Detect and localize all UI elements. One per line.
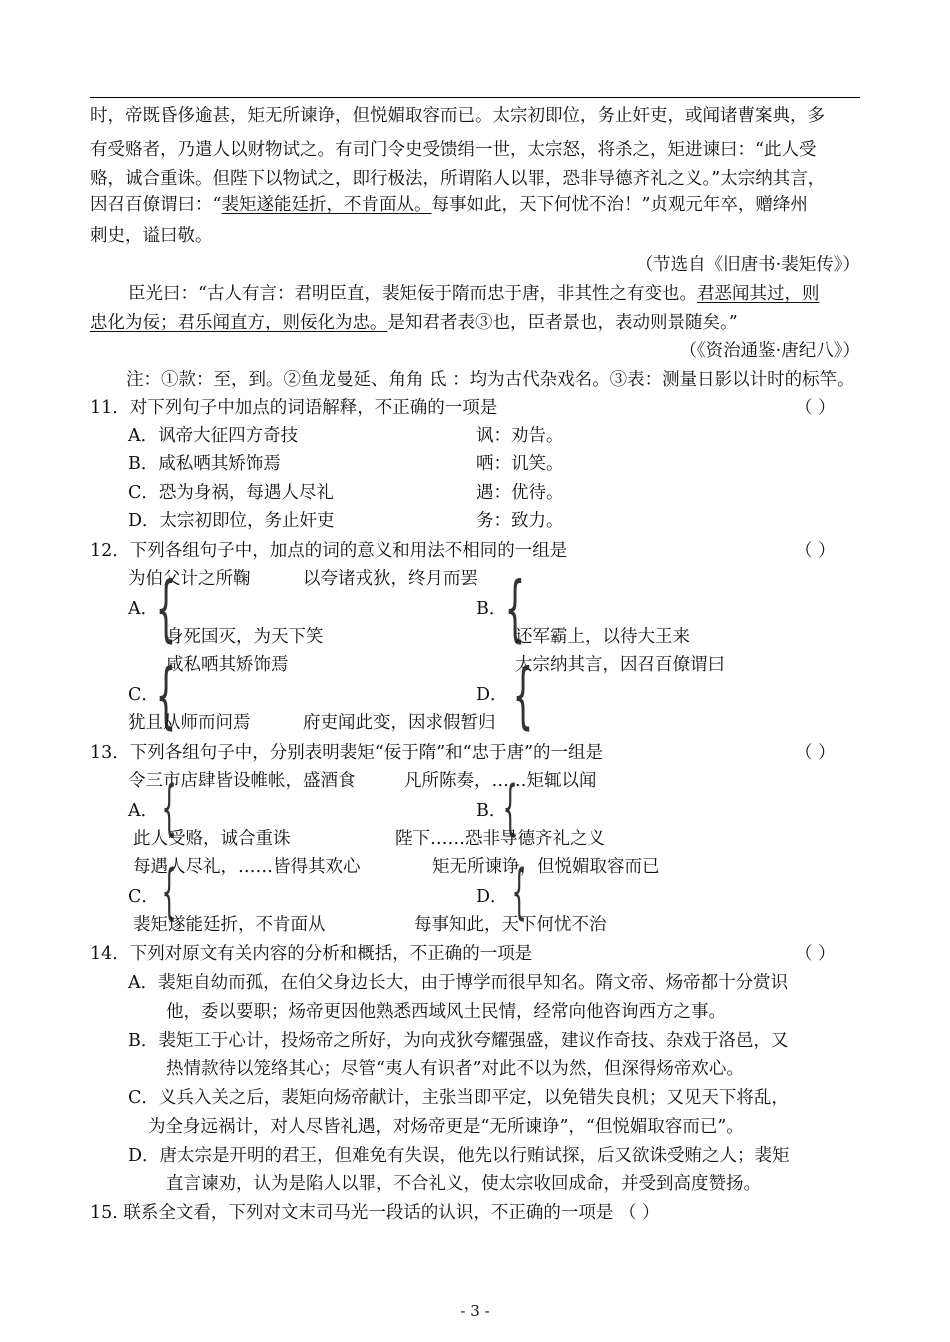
brace-icon: { <box>512 653 534 737</box>
underlined-sentence: 忠化为佞；君乐闻直方，则佞化为忠。 <box>90 313 388 333</box>
q12-label-b: B． <box>476 599 507 619</box>
q13-stem: 13．下列各组句子中，分别表明裴矩“佞于隋”和“忠于唐”的一组是 <box>90 743 604 763</box>
header-rule <box>90 97 860 98</box>
brace-icon: { <box>504 566 526 650</box>
q13-label-c: C． <box>128 887 159 907</box>
q12-b-top: 以夸诸戎狄，终月而罢 <box>303 569 478 589</box>
q13-b-top: 凡所陈奏，……矩辄以闻 <box>404 771 597 791</box>
brace-icon: { <box>161 857 177 927</box>
brace-icon: { <box>511 857 527 927</box>
q14-option-d-line-1: D．唐太宗是开明的君王，但难免有失误，他先以行贿试探，后又欲诛受贿之人；裴矩 <box>128 1146 790 1166</box>
q11-option-d: D．太宗初即位，务止奸吏 <box>128 511 335 531</box>
answer-blank: （ ） <box>795 944 836 964</box>
q12-d-top: 太宗纳其言，因召百僚谓曰 <box>515 655 725 675</box>
q13-d-top: 矩无所谏诤，但悦媚取容而已 <box>432 857 660 877</box>
brace-icon: { <box>161 773 177 843</box>
q12-label-a: A． <box>128 599 159 619</box>
text: 是知君者表③也，臣者景也，表动则景随矣。” <box>387 313 738 333</box>
page-number: - 3 - <box>460 1302 490 1320</box>
passage-line-4 <box>90 194 808 216</box>
notes: 注：①款：至，到。②鱼龙曼延、角角 氐 ：均为古代杂戏名。③表：测量日影以计时的标竿。 <box>126 370 855 390</box>
answer-blank: （ ） <box>795 398 836 418</box>
q11-option-a: A．讽帝大征四方奇技 <box>128 426 299 446</box>
text: 每事如此，天下何忧不治！”贞观元年卒，赠绛州 <box>431 195 808 215</box>
passage-line-2: 有受赂者，乃遣人以财物试之。有司门令史受馈绢一世，太宗怒，将杀之，矩进谏曰：“此人受 <box>90 140 817 160</box>
q12-stem: 12．下列各组句子中，加点的词的意义和用法不相同的一组是 <box>90 541 568 561</box>
q14-option-c-line-1: C．义兵入关之后，裴矩向炀帝献计，主张当即平定，以免错失良机；又见天下将乱， <box>128 1088 789 1108</box>
q12-d-bottom: 府吏闻此变，因求假暂归 <box>303 713 496 733</box>
q12-c-top: 咸私哂其矫饰焉 <box>166 655 289 675</box>
q13-c-bottom: 裴矩遂能廷折，不肯面从 <box>133 915 326 935</box>
q13-label-b: B． <box>476 801 507 821</box>
q14-option-b-line-2: 热情款待以笼络其心；尽管“夷人有识者”对此不以为然，但深得炀帝欢心。 <box>166 1059 744 1079</box>
q14-option-a-line-1: A．裴矩自幼而孤，在伯父身边长大，由于博学而很早知名。隋文帝、炀帝都十分赏识 <box>128 973 789 993</box>
q13-a-top: 令三市店肆皆设帷帐，盛酒食 <box>128 771 356 791</box>
q13-d-bottom: 每事知此，天下何忧不治 <box>414 915 607 935</box>
q13-c-top: 每遇人尽礼，……皆得其欢心 <box>133 857 361 877</box>
q12-label-d: D． <box>476 685 508 705</box>
q12-label-c: C． <box>128 685 159 705</box>
comment-line-2 <box>90 312 738 334</box>
q15-stem: 15. 联系全文看，下列对文末司马光一段话的认识，不正确的一项是 （ ） <box>90 1203 660 1223</box>
passage-line-5: 刺史，谥曰敬。 <box>90 226 213 246</box>
answer-blank: （ ） <box>795 541 836 561</box>
text: 臣光曰：“古人有言：君明臣直，裴矩佞于隋而忠于唐，非其性之有变也。 <box>128 284 697 304</box>
passage-line-3: 赂，诚合重诛。但陛下以物试之，即行极法，所谓陷人以罪，恐非导德齐礼之义。”太宗纳其言， <box>90 169 826 189</box>
q13-a-bottom: 此人受赂，诚合重诛 <box>133 829 291 849</box>
q12-c-bottom: 犹且从师而问焉 <box>128 713 251 733</box>
answer-blank: （ ） <box>795 743 836 763</box>
text: 因召百僚谓曰：“ <box>90 195 222 215</box>
underlined-sentence: 裴矩遂能廷折，不肯面从。 <box>221 195 432 215</box>
q11-option-c: C．恐为身祸，每遇人尽礼 <box>128 483 334 503</box>
q11-stem: 11．对下列句子中加点的词语解释，不正确的一项是 <box>90 398 498 418</box>
brace-icon: { <box>155 566 177 650</box>
brace-icon: { <box>502 773 518 843</box>
comment-line-1 <box>128 283 819 305</box>
q11-gloss-b: 哂：讥笑。 <box>476 454 564 474</box>
q11-gloss-a: 讽：劝告。 <box>476 426 564 446</box>
q14-option-d-line-2: 直言谏劝，认为是陷人以罪，不合礼义，使太宗收回成命，并受到高度赞扬。 <box>166 1174 761 1194</box>
q12-a-top: 为伯父计之所鞠 <box>128 569 251 589</box>
q11-gloss-c: 遇：优待。 <box>476 483 564 503</box>
q12-b-bottom: 还军霸上，以待大王来 <box>515 627 690 647</box>
q13-b-bottom: 陛下……恐非导德齐礼之义 <box>395 829 605 849</box>
q14-stem: 14．下列对原文有关内容的分析和概括，不正确的一项是 <box>90 944 533 964</box>
passage-line-1: 时，帝既昏侈逾甚，矩无所谏诤，但悦媚取容而已。太宗初即位，务止奸吏，或闻诸曹案典，多 <box>90 106 825 126</box>
underlined-sentence: 君恶闻其过，则 <box>696 284 820 304</box>
q12-a-bottom: 身死国灭，为天下笑 <box>166 627 324 647</box>
source-citation-1: （节选自《旧唐书·裴矩传》） <box>635 255 860 275</box>
q13-label-d: D． <box>476 887 508 907</box>
q11-option-b: B．咸私哂其矫饰焉 <box>128 454 281 474</box>
q14-option-b-line-1: B．裴矩工于心计，投炀帝之所好，为向戎狄夸耀强盛，建议作奇技、杂戏于洛邑，又 <box>128 1031 789 1051</box>
q11-gloss-d: 务：致力。 <box>476 511 564 531</box>
source-citation-2: （《资治通鉴·唐纪八》） <box>679 341 860 361</box>
brace-icon: { <box>155 653 177 737</box>
q14-option-a-line-2: 他，委以要职；炀帝更因他熟悉西域风土民情，经常向他咨询西方之事。 <box>166 1002 726 1022</box>
q13-label-a: A． <box>128 801 159 821</box>
q14-option-c-line-2: 为全身远祸计，对人尽皆礼遇，对炀帝更是“无所谏诤”，“但悦媚取容而已”。 <box>148 1117 744 1137</box>
